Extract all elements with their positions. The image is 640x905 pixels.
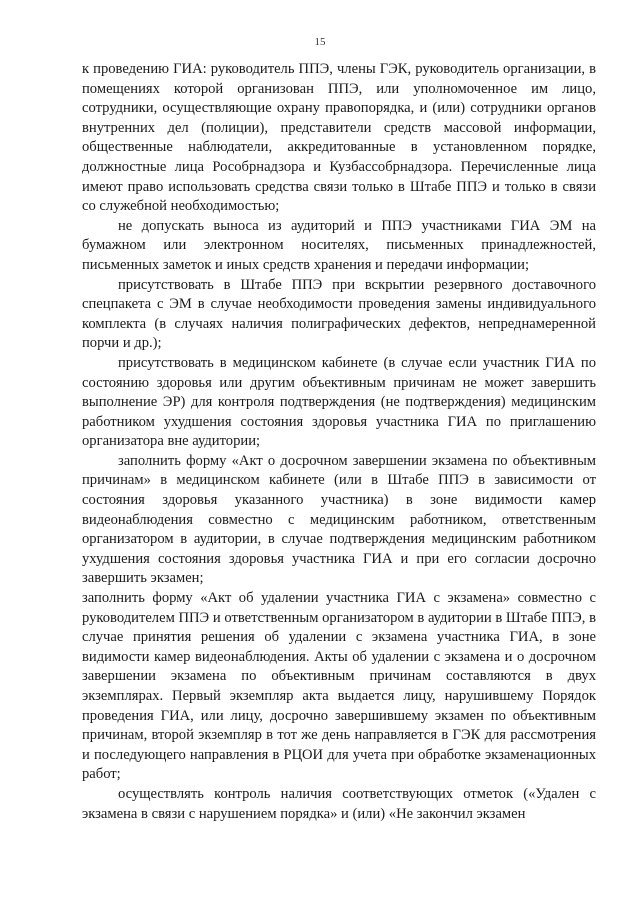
paragraph-6: заполнить форму «Акт об удалении участника ГИА с экзамена» совместно с руководителем ППЭ и ответственным организатором в аудитории в Штабе ППЭ, в случае принятия решения об удалении с экзамена участника ГИА, в зоне видимости камер видеонаблюдения. Акты об удалении с экзамена и о досрочном завершении экзамена по объективным причинам составляются в двух экземплярах. Первый экземпляр акта выдается лицу, нарушившему Порядок проведения ГИА, или лицу, досрочно завершившему экзамен по объективным причинам, второй экземпляр в тот же день направляется в ГЭК для рассмотрения и последующего направления в РЦОИ для учета при обработке экзаменационных работ;	[82, 590, 596, 783]
paragraph-3: присутствовать в Штабе ППЭ при вскрытии резервного доставочного спецпакета с ЭМ в случае необходимости проведения замены индивидуального комплекта (в случаях наличия полиграфических дефектов, непреднамеренной порчи и др.);	[82, 276, 596, 352]
paragraph-5: заполнить форму «Акт о досрочном завершении экзамена по объективным причинам» в медицинском кабинете (или в Штабе ППЭ в зависимости от состояния здоровья указанного участника) в зоне видимости камер видеонаблюдения совместно с медицинским работником, ответственным организатором в аудитории, в случае подтверждения медицинским работником ухудшения состояния здоровья участника ГИА и при его согласии досрочно завершить экзамен;	[82, 452, 596, 587]
page-number: 15	[314, 36, 326, 48]
paragraph-1: к проведению ГИА: руководитель ППЭ, члены ГЭК, руководитель организации, в помещениях которой организован ППЭ, или уполномоченное им лицо, сотрудники, осуществляющие охрану правопорядка, и (или) сотрудники органов внутренних дел (полиции), представители средств массовой информации, общественные наблюдатели, аккредитованные в установленном порядке, должностные лица Рособрнадзора и Кузбассобрнадзора. Перечисленные лица имеют право использовать средства связи только в Штабе ППЭ и только в связи со служебной необходимостью;	[82, 61, 596, 215]
document-body	[82, 60, 596, 824]
paragraph-4: присутствовать в медицинском кабинете (в случае если участник ГИА по состоянию здоровья или другим объективным причинам не может завершить выполнение ЭР) для контроля подтверждения (не подтверждения) медицинским работником ухудшения состояния здоровья участника ГИА по приглашению организатора вне аудитории;	[82, 354, 596, 450]
paragraph-7: осуществлять контроль наличия соответствующих отметок («Удален с экзамена в связи с нарушением порядка» и (или) «Не закончил экзамен	[82, 785, 596, 822]
paragraph-2: не допускать выноса из аудиторий и ППЭ участниками ГИА ЭМ на бумажном или электронном носителях, письменных принадлежностей, письменных заметок и иных средств хранения и передачи информации;	[82, 217, 596, 273]
